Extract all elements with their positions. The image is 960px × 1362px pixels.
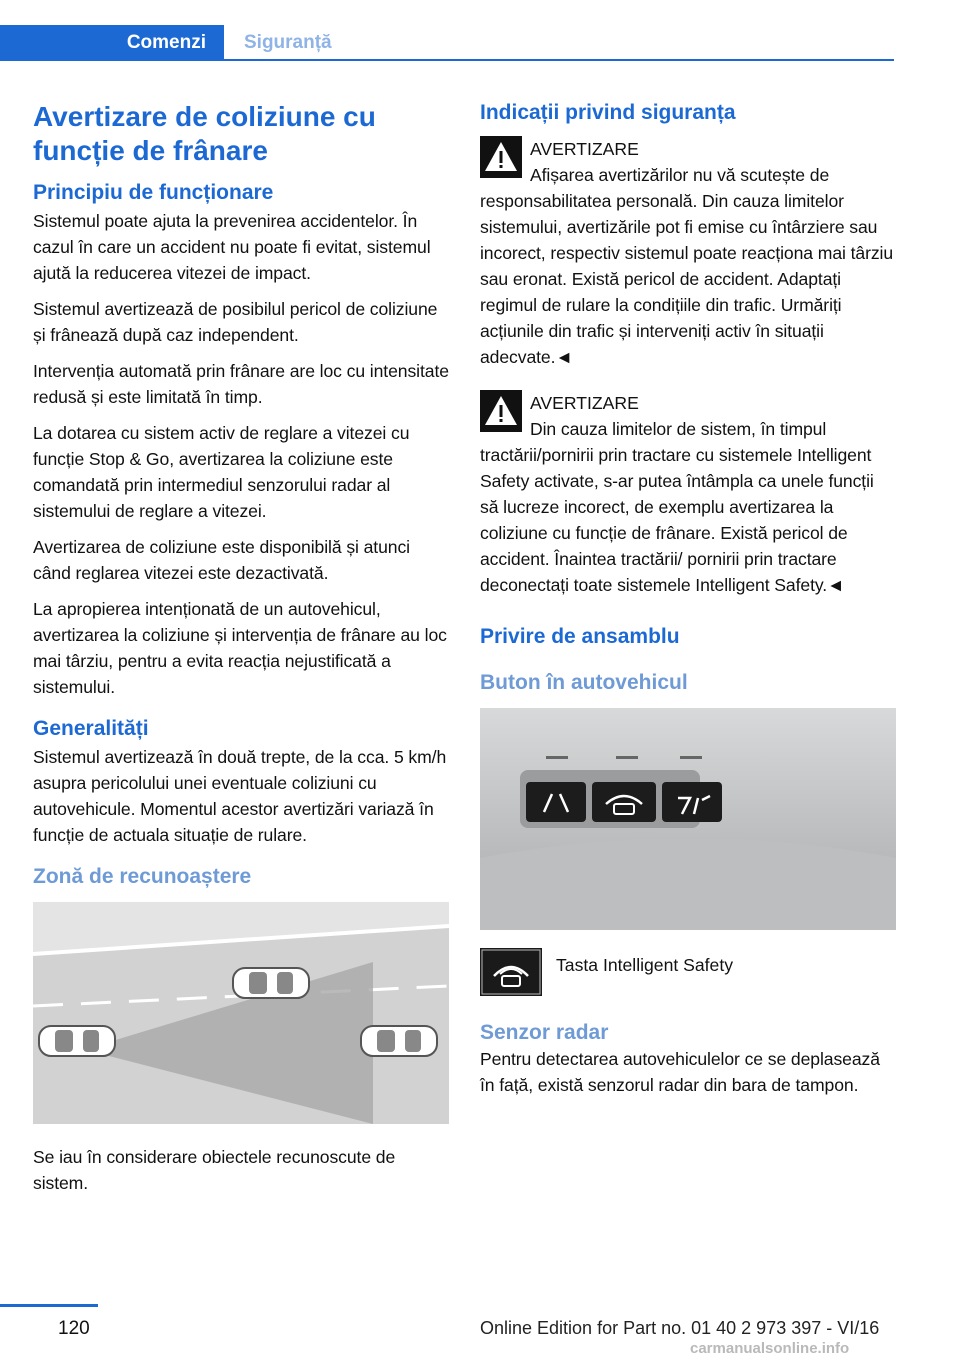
paragraph-1: Sistemul poate ajuta la prevenirea accidentelor. În cazul în care un accident nu poate fi evitat, sistemul ajută la reducerea vitezei de impact.	[33, 211, 431, 283]
warning-1-title: AVERTIZARE	[530, 139, 639, 159]
warning-1-text: responsabilitatea personală. Din cauza limitelor sistemului, avertizările pot fi emise cu întârziere sau incorect, respectiv sistemul poate reacționa mai târziu sau eronat. Există pericol de accident. Adaptați regimul de rulare la condițiile din trafic. Urmăriți acțiunile din trafic și interveniți activ în situații adecvate.◄	[480, 191, 894, 367]
paragraph-7: Sistemul avertizează în două trepte, de la cca. 5 km/h asupra pericolului unei eventuale coliziuni cu autovehicule. Momentul acestor avertizări variază în funcție de actuala situație de rulare.	[33, 747, 447, 845]
paragraph-2: Sistemul avertizează de posibilul pericol de coliziune și frânează după caz independent.	[33, 299, 438, 345]
warning-2-title: AVERTIZARE	[530, 393, 639, 413]
heading-principiu: Principiu de funcționare	[33, 181, 274, 204]
paragraph-6: La apropierea intenționată de un autovehicul, avertizarea la coliziune și intervenția de frânare au loc mai târziu, pentru a evita reacția nejustificată a sistemului.	[33, 599, 447, 697]
button-photo	[480, 708, 896, 930]
diagram-caption: Se iau în considerare obiectele recunoscute de sistem.	[33, 1147, 396, 1193]
detection-zone-diagram	[33, 902, 449, 1124]
heading-buton: Buton în autovehicul	[480, 671, 688, 694]
panel-button-2	[592, 782, 656, 822]
heading-zona-recunoastere: Zonă de recunoaștere	[33, 865, 252, 888]
warning-1	[480, 136, 896, 370]
warning-triangle-icon	[480, 390, 522, 432]
warning-triangle-icon	[480, 136, 522, 178]
warning-1-lead: Afișarea avertizărilor nu vă scutește de	[530, 165, 830, 185]
tab-comenzi[interactable]: Comenzi	[0, 25, 224, 61]
button-legend	[480, 948, 896, 996]
heading-siguranta: Indicații privind siguranța	[480, 101, 736, 124]
header-tabs	[0, 0, 960, 64]
paragraph-4: La dotarea cu sistem activ de reglare a vitezei cu funcție Stop & Go, avertizarea la coliziune este comandată prin intermediul senzorului radar al sistemului de reglare a vitezei.	[33, 423, 410, 521]
right-column	[480, 100, 896, 1108]
heading-senzor-radar: Senzor radar	[480, 1021, 609, 1044]
heading-generalitati: Generalități	[33, 717, 149, 740]
radar-paragraph: Pentru detectarea autovehiculelor ce se deplasează în față, există senzorul radar din bara de tampon.	[480, 1049, 880, 1095]
left-column	[33, 100, 449, 1206]
warning-2-text: tractării/pornirii prin tractare cu sistemele Intelligent Safety activate, s-ar putea întâmpla ca unele funcții să lucreze incorect, de exemplu avertizarea la coliziune cu funcție de frânare. Există pericol de accident. Înaintea tractării/ pornirii prin tractare deconectați toate sistemele Intelligent Safety.◄	[480, 445, 874, 595]
own-car	[39, 1026, 115, 1056]
paragraph-3: Intervenția automată prin frânare are loc cu intensitate redusă și este limitată în timp.	[33, 361, 449, 407]
page-number: 120	[58, 1318, 90, 1339]
warning-2	[480, 390, 896, 598]
page-title: Avertizare de coliziune cu funcție de frânare	[33, 101, 376, 166]
car-ahead	[361, 1026, 437, 1056]
panel-button-3	[662, 782, 722, 822]
warning-2-lead: Din cauza limitelor de sistem, în timpul	[530, 419, 827, 439]
intelligent-safety-button-icon	[480, 948, 542, 996]
footer-rule	[0, 1304, 98, 1307]
header-rule	[224, 59, 894, 61]
button-legend-label: Tasta Intelligent Safety	[556, 955, 734, 975]
heading-privire-ansamblu: Privire de ansamblu	[480, 625, 680, 648]
panel-button-1	[526, 782, 586, 822]
paragraph-5: Avertizarea de coliziune este disponibilă și atunci când reglarea vitezei este dezactivată.	[33, 537, 410, 583]
button-panel-illustration	[480, 708, 896, 930]
detection-zone-illustration	[33, 902, 449, 1124]
edition-note: Online Edition for Part no. 01 40 2 973 397 - VI/16	[480, 1318, 880, 1338]
car-adjacent-lane	[233, 968, 309, 998]
watermark: carmanualsonline.info	[690, 1340, 850, 1357]
tab-siguranta[interactable]: Siguranță	[244, 32, 332, 53]
